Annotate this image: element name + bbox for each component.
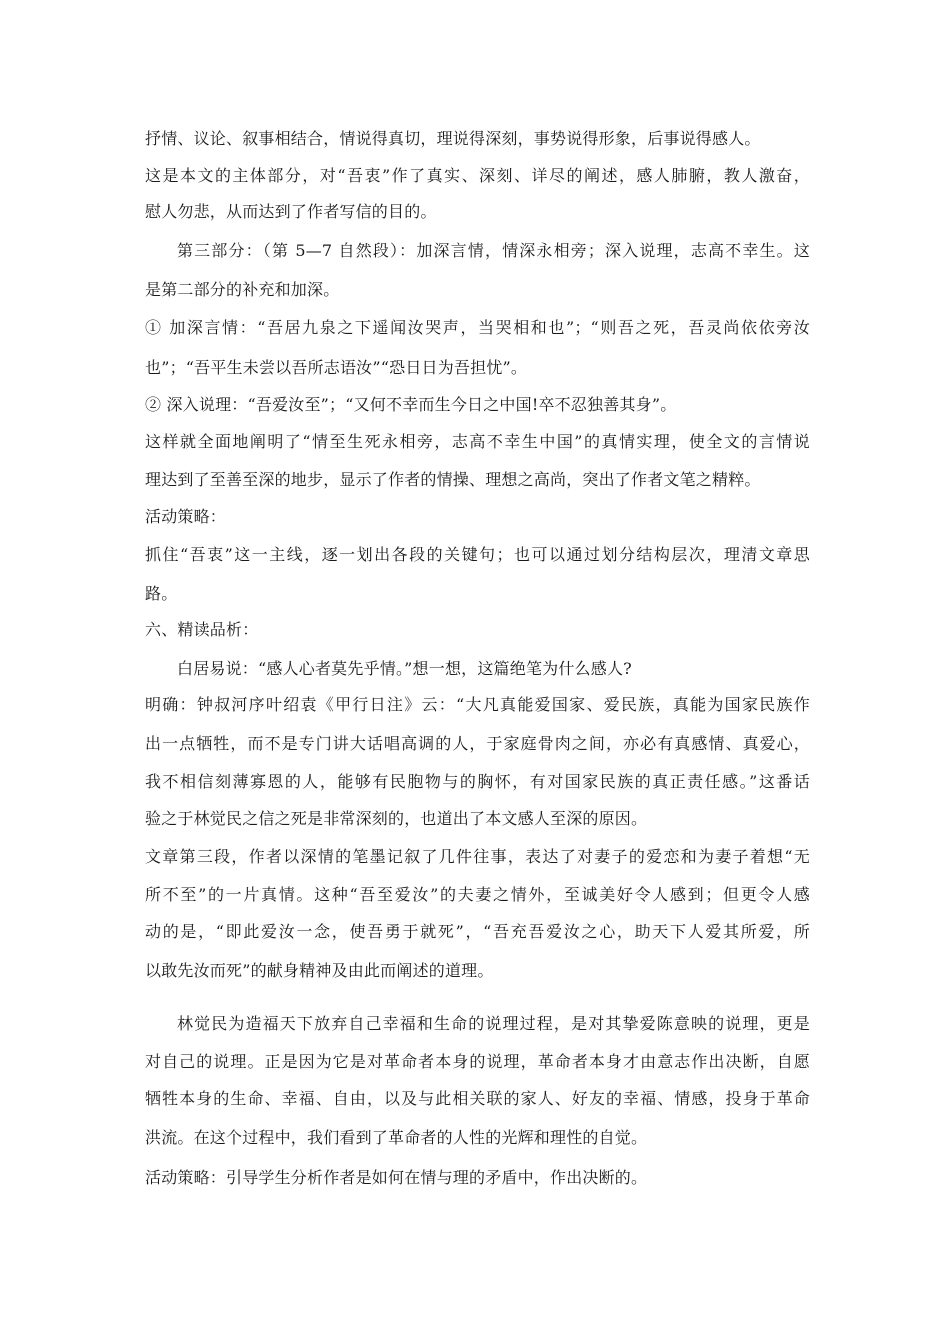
text-line: 我不相信刻薄寡恩的人，能够有民胞物与的胸怀，有对国家民族的真正责任感。”这番话	[145, 772, 810, 791]
text-line: 理达到了至善至深的地步，显示了作者的情操、理想之高尚，突出了作者文笔之精粹。	[145, 470, 761, 489]
text-line: 所不至”的一片真情。这种“吾至爱汝”的夫妻之情外，至诚美好令人感到；但更令人感	[145, 885, 810, 904]
text-line: 林觉民为造福天下放弃自己幸福和生命的说理过程，是对其挚爱陈意映的说理，更是	[177, 1014, 810, 1033]
text-line: 文章第三段，作者以深情的笔墨记叙了几件往事，表达了对妻子的爱恋和为妻子着想“无	[145, 847, 810, 866]
text-line: 路。	[145, 584, 178, 603]
section-heading: 六、精读品析：	[145, 620, 259, 639]
text-line: ① 加深言情：“吾居九泉之下遥闻汝哭声，当哭相和也”；“则吾之死，吾灵尚依依旁汝	[145, 318, 810, 337]
text-line: 明确：钟叔河序叶绍袁《甲行日注》云：“大凡真能爱国家、爱民族，真能为国家民族作	[145, 695, 810, 714]
text-line: ② 深入说理：“吾爱汝至”；“又何不幸而生今日之中国!卒不忍独善其身”。	[145, 395, 677, 414]
text-line: 洪流。在这个过程中，我们看到了革命者的人性的光辉和理性的自觉。	[145, 1128, 648, 1147]
text-line: 以敢先汝而死”的献身精神及由此而阐述的道理。	[145, 961, 494, 980]
text-line: 牺牲本身的生命、幸福、自由，以及与此相关联的家人、好友的幸福、情感，投身于革命	[145, 1089, 810, 1108]
text-line: 出一点牺牲，而不是专门讲大话唱高调的人，于家庭骨肉之间，亦必有真感情、真爱心，	[145, 734, 810, 753]
text-line: 第三部分：（第 5—7 自然段）：加深言情，情深永相旁；深入说理，志高不幸生。这	[177, 241, 810, 260]
text-line: 动的是，“即此爱汝一念，使吾勇于就死”，“吾充吾爱汝之心，助天下人爱其所爱，所	[145, 922, 810, 941]
text-line: 慰人勿悲，从而达到了作者写信的目的。	[145, 202, 437, 221]
text-line: 活动策略：引导学生分析作者是如何在情与理的矛盾中，作出决断的。	[145, 1168, 648, 1187]
text-line: 也”；“吾平生未尝以吾所志语汝”“恐日日为吾担忧”。	[145, 358, 528, 377]
section-heading: 活动策略：	[145, 507, 227, 526]
text-line: 这是本文的主体部分，对“吾衷”作了真实、深刻、详尽的阐述，感人肺腑，教人激奋，	[145, 166, 810, 185]
text-line: 验之于林觉民之信之死是非常深刻的，也道出了本文感人至深的原因。	[145, 809, 648, 828]
text-line: 抒情、议论、叙事相结合，情说得真切，理说得深刻，事势说得形象，后事说得感人。	[145, 129, 761, 148]
text-line: 这样就全面地阐明了“情至生死永相旁，志高不幸生中国”的真情实理，使全文的言情说	[145, 432, 810, 451]
text-line: 是第二部分的补充和加深。	[145, 280, 340, 299]
text-line: 白居易说：“感人心者莫先乎情。”想一想，这篇绝笔为什么感人?	[177, 659, 632, 678]
text-line: 抓住“吾衷”这一主线，逐一划出各段的关键句；也可以通过划分结构层次，理清文章思	[145, 545, 810, 564]
text-line: 对自己的说理。正是因为它是对革命者本身的说理，革命者本身才由意志作出决断，自愿	[145, 1052, 810, 1071]
